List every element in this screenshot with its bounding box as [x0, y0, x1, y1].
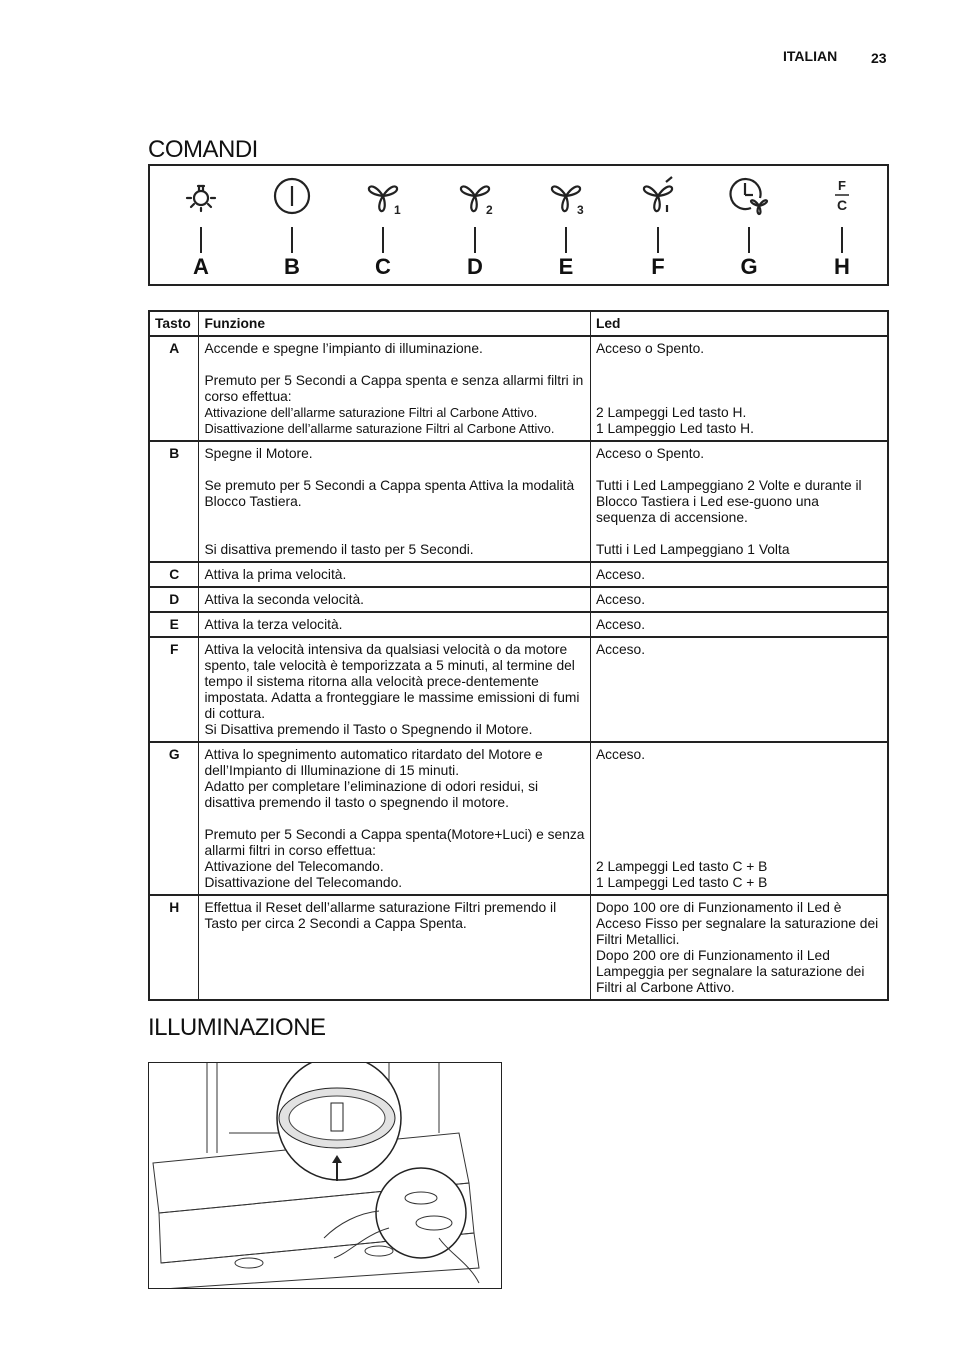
row-function	[199, 742, 591, 895]
table-row	[149, 441, 888, 562]
function-line	[204, 811, 585, 827]
function-line: Attiva la prima velocità.	[204, 567, 347, 582]
function-line	[204, 357, 585, 373]
led-line: Tutti i Led Lampeggiano 2 Volte e durante il Blocco Tastiera i Led ese-guono una sequenza di accensione.	[595, 478, 862, 525]
row-led	[590, 895, 888, 1000]
table-row	[149, 612, 888, 637]
row-key: C	[149, 562, 199, 587]
row-function	[199, 587, 591, 612]
control-letter: B	[284, 254, 300, 279]
row-led	[590, 612, 888, 637]
table-row	[149, 637, 888, 742]
led-line: Acceso.	[595, 592, 646, 607]
control-letter: G	[740, 254, 758, 279]
led-line: Acceso.	[595, 642, 646, 657]
section-title-controls: COMANDI	[148, 136, 258, 163]
led-line: Tutti i Led Lampeggiano 1 Volta	[595, 542, 790, 557]
led-line	[596, 843, 882, 859]
fan-speed-2-icon	[453, 174, 497, 218]
led-line: Acceso.	[595, 747, 646, 762]
timer-fan-icon	[727, 174, 771, 218]
row-key: F	[149, 637, 199, 742]
header-function: Funzione	[199, 311, 591, 336]
led-line: Dopo 200 ore di Funzionamento il Led Lampeggia per segnalare la saturazione dei Filtri al Carbone Attivo.	[595, 948, 865, 995]
function-line: Disattivazione dell’allarme saturazione Filtri al Carbone Attivo.	[204, 421, 555, 436]
row-key: D	[149, 587, 199, 612]
control-letter: D	[467, 254, 483, 279]
control-c	[353, 166, 413, 284]
row-key: H	[149, 895, 199, 1000]
function-line	[204, 462, 585, 478]
header-language: ITALIAN	[783, 48, 838, 64]
table-row	[149, 895, 888, 1000]
function-line: Attiva la seconda velocità.	[204, 592, 364, 607]
led-line	[596, 779, 882, 795]
row-function	[199, 612, 591, 637]
svg-text:1: 1	[394, 203, 401, 217]
function-line: Effettua il Reset dell’allarme saturazione Filtri premendo il Tasto per circa 2 Secondi a Cappa Spenta.	[204, 900, 557, 931]
led-line	[596, 389, 882, 405]
led-line	[596, 763, 882, 779]
control-a	[171, 166, 231, 284]
function-line: Si disattiva premendo il tasto per 5 Secondi.	[204, 542, 474, 557]
fan-speed-1-icon	[361, 174, 405, 218]
function-line: Si Disattiva premendo il Tasto o Spegnendo il Motore.	[204, 722, 533, 737]
function-line: Premuto per 5 Secondi a Cappa spenta(Motore+Luci) e senza allarmi filtri in corso effettua:	[204, 827, 585, 858]
control-pointer-line	[657, 227, 659, 253]
header-key: Tasto	[149, 311, 199, 336]
row-function	[199, 562, 591, 587]
control-letter: H	[834, 254, 850, 279]
row-led	[590, 336, 888, 441]
function-line: Adatto per completare l’eliminazione di odori residui, si disattiva premendo il tasto o spegnendo il motore.	[204, 779, 539, 810]
function-line	[204, 526, 585, 542]
led-line: Acceso.	[595, 617, 646, 632]
function-line: Attiva la velocità intensiva da qualsiasi velocità o da motore spento, tale velocità è temporizzata a 5 minuti, al termine del tempo il sistema ritorna alla velocità prece-dentemente impostata. Adatta a fronteggiare le massime emissioni di fumi di cottura.	[204, 642, 580, 721]
led-line	[596, 795, 882, 811]
control-pointer-line	[841, 227, 843, 253]
control-g	[719, 166, 779, 284]
function-line: Attivazione dell’allarme saturazione Filtri al Carbone Attivo.	[204, 405, 538, 420]
led-line	[596, 373, 882, 389]
control-pointer-line	[565, 227, 567, 253]
svg-text:3: 3	[577, 203, 584, 217]
led-line: 2 Lampeggi Led tasto C + B	[595, 859, 768, 874]
led-line: Acceso.	[595, 567, 646, 582]
svg-text:C: C	[836, 197, 848, 213]
row-function	[199, 637, 591, 742]
led-line: 1 Lampeggio Led tasto H.	[595, 421, 754, 436]
filter-reset-icon	[820, 174, 864, 218]
led-line	[596, 827, 882, 843]
page-number: 23	[871, 50, 887, 66]
controls-panel	[148, 164, 889, 286]
control-b	[262, 166, 322, 284]
function-line: Se premuto per 5 Secondi a Cappa spenta Attiva la modalità Blocco Tastiera.	[204, 478, 575, 509]
row-key: B	[149, 441, 199, 562]
table-row	[149, 742, 888, 895]
svg-text:2: 2	[486, 203, 493, 217]
led-line: 2 Lampeggi Led tasto H.	[595, 405, 747, 420]
light-bulb-icon	[179, 174, 223, 218]
row-led	[590, 562, 888, 587]
row-key: A	[149, 336, 199, 441]
control-letter: A	[193, 254, 209, 279]
control-letter: E	[558, 254, 574, 279]
power-icon	[270, 174, 314, 218]
function-line	[204, 510, 585, 526]
led-line	[596, 462, 882, 478]
control-pointer-line	[291, 227, 293, 253]
illustration-drawing	[149, 1063, 502, 1289]
function-line: Attiva lo spegnimento automatico ritardato del Motore e dell’Impianto di Illuminazione di 15 minuti.	[204, 747, 543, 778]
table-row	[149, 336, 888, 441]
hood-lamp-replacement-illustration	[148, 1062, 502, 1289]
table-row	[149, 562, 888, 587]
row-function	[199, 336, 591, 441]
led-line	[596, 526, 882, 542]
function-line: Spegne il Motore.	[204, 446, 313, 461]
function-line: Accende e spegne l’impianto di illuminazione.	[204, 341, 483, 356]
function-line: Premuto per 5 Secondi a Cappa spenta e senza allarmi filtri in corso effettua:	[204, 373, 584, 404]
section-title-lighting: ILLUMINAZIONE	[148, 1014, 326, 1041]
led-line	[596, 811, 882, 827]
led-line: 1 Lampeggi Led tasto C + B	[595, 875, 768, 890]
row-led	[590, 742, 888, 895]
control-pointer-line	[748, 227, 750, 253]
control-h	[812, 166, 872, 284]
row-function	[199, 441, 591, 562]
led-line: Acceso o Spento.	[595, 446, 705, 461]
led-line	[596, 357, 882, 373]
control-e	[536, 166, 596, 284]
row-key: E	[149, 612, 199, 637]
control-pointer-line	[474, 227, 476, 253]
row-led	[590, 637, 888, 742]
control-f	[628, 166, 688, 284]
table-row	[149, 587, 888, 612]
control-letter: C	[375, 254, 391, 279]
control-pointer-line	[200, 227, 202, 253]
row-key: G	[149, 742, 199, 895]
svg-text:F: F	[838, 178, 846, 193]
control-letter: F	[651, 254, 665, 279]
led-line: Acceso o Spento.	[595, 341, 705, 356]
header-led: Led	[590, 311, 888, 336]
functions-table	[148, 310, 889, 1001]
row-led	[590, 587, 888, 612]
fan-intensive-icon	[636, 174, 680, 218]
control-pointer-line	[382, 227, 384, 253]
row-led	[590, 441, 888, 562]
control-d	[445, 166, 505, 284]
function-line: Disattivazione del Telecomando.	[204, 875, 403, 890]
fan-speed-3-icon	[544, 174, 588, 218]
row-function	[199, 895, 591, 1000]
function-line: Attiva la terza velocità.	[204, 617, 343, 632]
led-line: Dopo 100 ore di Funzionamento il Led è Acceso Fisso per segnalare la saturazione dei Filtri Metallici.	[595, 900, 879, 947]
function-line: Attivazione del Telecomando.	[204, 859, 384, 874]
table-header-row	[149, 311, 888, 336]
